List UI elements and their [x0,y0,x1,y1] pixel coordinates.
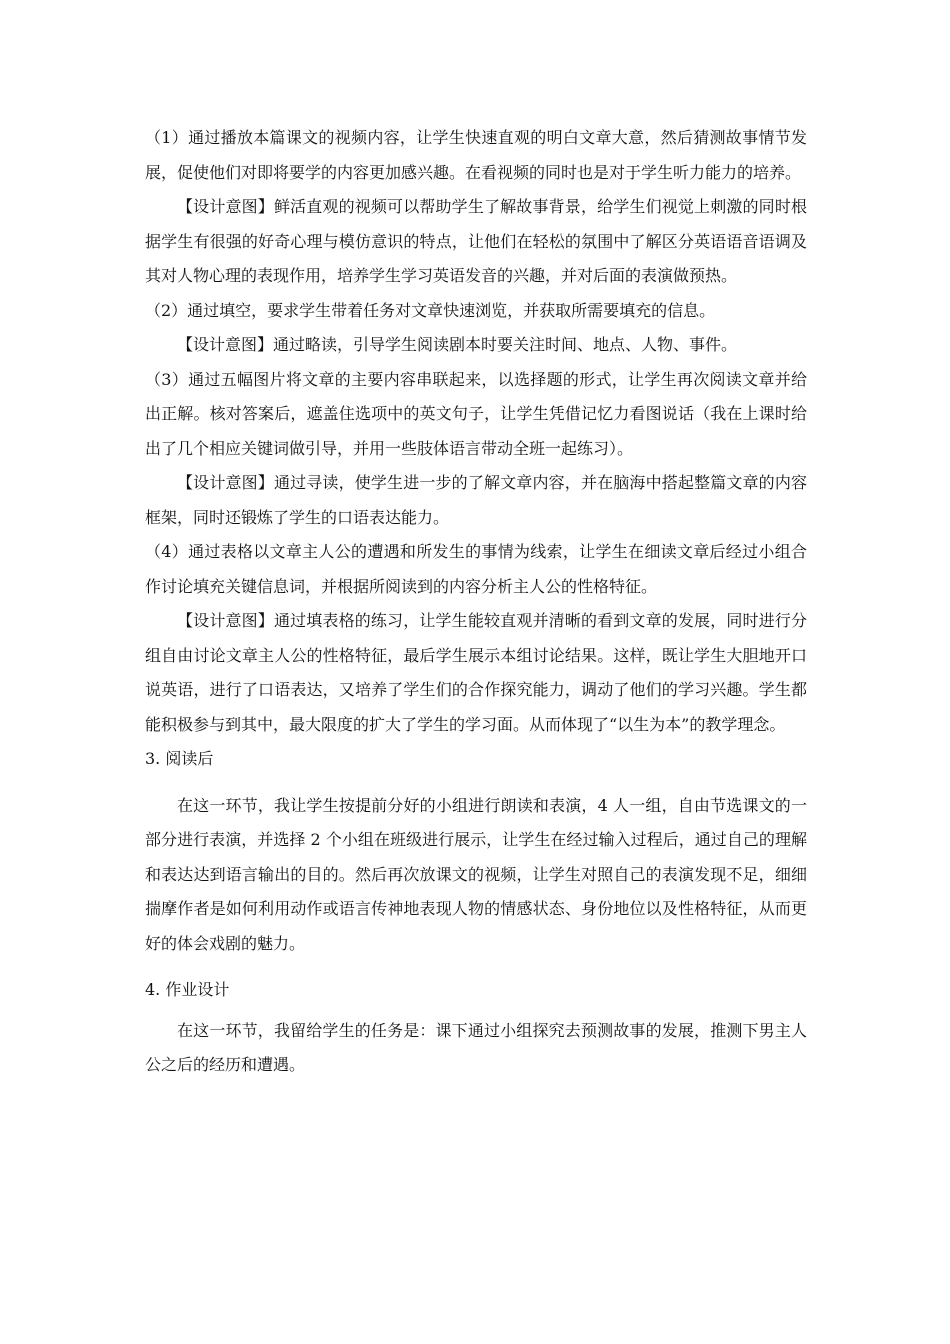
paragraph-step-4: （4）通过表格以文章主人公的遭遇和所发生的事情为线索，让学生在细读文章后经过小组合作讨论填充关键信息词，并根据所阅读到的内容分析主人公的性格特征。 [145,542,807,596]
paragraph-design-intent-1: 【设计意图】鲜活直观的视频可以帮助学生了解故事背景，给学生们视觉上刺激的同时根据学生有很强的好奇心理与模仿意识的特点，让他们在轻松的氛围中了解区分英语语音语调及其对人物心理的表现作用，培养学生学习英语发音的兴趣，并对后面的表演做预热。 [145,197,807,285]
paragraph-step-3: （3）通过五幅图片将文章的主要内容串联起来，以选择题的形式，让学生再次阅读文章并给出正解。核对答案后，遮盖住选项中的英文句子，让学生凭借记忆力看图说话（我在上课时给出了几个相应关键词做引导，并用一些肢体语言带动全班一起练习）。 [145,369,807,458]
spacer [145,961,807,973]
spacer [145,777,807,789]
paragraph-after-reading: 在这一环节，我让学生按提前分好的小组进行朗读和表演，4 人一组，自由节选课文的一部分进行表演，并选择 2 个小组在班级进行展示，让学生在经过输入过程后，通过自己的理解和表达达到语言输出的目的。然后再次放课文的视频，让学生对照自己的表演发现不足，细细揣摩作者是如何利用动作或语言传神地表现人物的情感状态、身份地位以及性格特征，从而更好的体会戏剧的魅力。 [145,795,807,953]
document-body [145,121,807,1083]
paragraph-design-intent-2: 【设计意图】通过略读，引导学生阅读剧本时要关注时间、地点、人物、事件。 [177,335,738,354]
paragraph-step-1: （1）通过播放本篇课文的视频内容，让学生快速直观的明白文章大意，然后猜测故事情节发展，促使他们对即将要学的内容更加感兴趣。在看视频的同时也是对于学生听力能力的培养。 [145,128,807,182]
paragraph-step-2: （2）通过填空，要求学生带着任务对文章快速浏览，并获取所需要填充的信息。 [145,300,716,320]
paragraph-homework: 在这一环节，我留给学生的任务是：课下通过小组探究去预测故事的发展，推测下男主人公之后的经历和遭遇。 [145,1020,807,1074]
section-heading-homework: 4. 作业设计 [145,980,230,999]
section-heading-after-reading: 3. 阅读后 [145,749,214,768]
paragraph-design-intent-3: 【设计意图】通过寻读，使学生进一步的了解文章内容，并在脑海中搭起整篇文章的内容框架，同时还锻炼了学生的口语表达能力。 [145,473,807,527]
paragraph-design-intent-4: 【设计意图】通过填表格的练习，让学生能较直观并清晰的看到文章的发展，同时进行分组自由讨论文章主人公的性格特征，最后学生展示本组讨论结果。这样，既让学生大胆地开口说英语，进行了口语表达，又培养了学生们的合作探究能力，调动了他们的学习兴趣。学生都能积极参与到其中，最大限度的扩大了学生的学习面。从而体现了“以生为本”的教学理念。 [145,611,807,734]
